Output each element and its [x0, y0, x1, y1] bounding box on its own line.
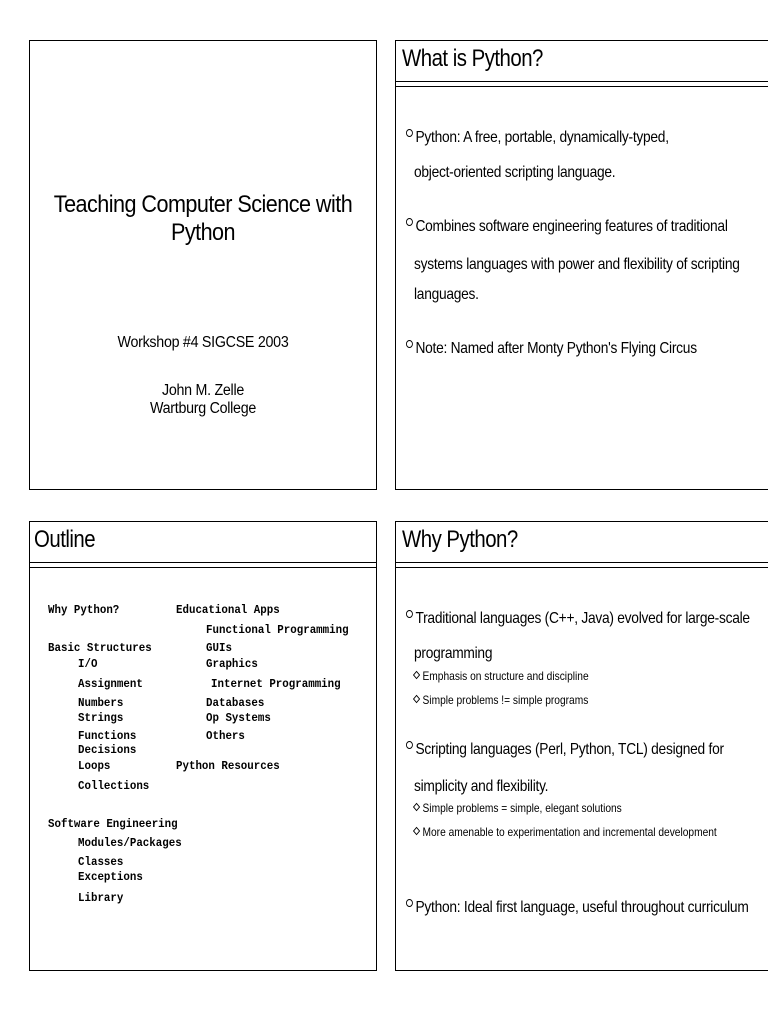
title-rule — [396, 562, 768, 563]
outline-item: Collections — [78, 779, 150, 793]
title-rule — [30, 562, 376, 563]
title-rule-double — [30, 567, 376, 568]
outline-item: Graphics — [206, 657, 258, 671]
bullet-item: Python: A free, portable, dynamically-typed, — [406, 129, 669, 147]
outline-item: Decisions — [78, 743, 137, 757]
bullet-item: Traditional languages (C++, Java) evolved for large-scale — [406, 610, 750, 628]
bullet-continuation: languages. — [414, 286, 479, 303]
author-block — [44, 382, 362, 418]
outline-item: Functional Programming — [206, 623, 349, 637]
slide-title: What is Python? — [402, 45, 543, 72]
bullet-continuation: object-oriented scripting language. — [414, 164, 616, 181]
outline-item: GUIs — [206, 641, 232, 655]
workshop-label: Workshop #4 SIGCSE 2003 — [117, 334, 289, 351]
slide-title: Why Python? — [402, 526, 518, 553]
what-is-python-slide — [395, 40, 768, 490]
title-rule-double — [396, 567, 768, 568]
outline-item: Basic Structures — [48, 641, 152, 655]
outline-item: Classes — [78, 855, 124, 869]
diamond-bullet-icon — [413, 803, 420, 811]
circle-bullet-icon — [406, 218, 413, 226]
outline-item: Databases — [206, 696, 265, 710]
bullet-item: Note: Named after Monty Python's Flying Circus — [406, 340, 697, 358]
slide-title: Outline — [34, 526, 96, 553]
outline-item: Assignment — [78, 677, 143, 691]
sub-bullet-item: Simple problems = simple, elegant solutions — [414, 801, 622, 815]
outline-item: Strings — [78, 711, 124, 725]
outline-item: Op Systems — [206, 711, 271, 725]
outline-item: Library — [78, 891, 124, 905]
circle-bullet-icon — [406, 340, 413, 348]
outline-item: I/O — [78, 657, 98, 671]
why-python-slide — [395, 521, 768, 971]
outline-item: Numbers — [78, 696, 124, 710]
bullet-continuation: programming — [414, 645, 493, 662]
sub-bullet-item: Emphasis on structure and discipline — [414, 669, 589, 683]
college-name: Wartburg College — [149, 400, 257, 417]
diamond-bullet-icon — [413, 827, 420, 835]
bullet-continuation: simplicity and flexibility. — [414, 778, 549, 795]
sub-bullet-item: Simple problems != simple programs — [414, 693, 588, 707]
outline-item: Software Engineering — [48, 817, 178, 831]
sub-bullet-item: More amenable to experimentation and incremental development — [414, 825, 717, 839]
outline-slide — [29, 521, 377, 971]
outline-item: Functions — [78, 729, 137, 743]
outline-item: Educational Apps — [176, 603, 280, 617]
title-slide — [29, 40, 377, 490]
bullet-item: Python: Ideal first language, useful throughout curriculum — [406, 899, 749, 917]
bullet-item: Scripting languages (Perl, Python, TCL) designed for — [406, 741, 724, 759]
circle-bullet-icon — [406, 899, 413, 907]
bullet-item: Combines software engineering features of traditional — [406, 218, 728, 236]
diamond-bullet-icon — [413, 695, 420, 703]
outline-item: Internet Programming — [211, 677, 341, 691]
outline-item: Exceptions — [78, 870, 143, 884]
title-rule-double — [396, 86, 768, 87]
circle-bullet-icon — [406, 129, 413, 137]
author-name: John M. Zelle — [161, 382, 244, 399]
outline-item: Modules/Packages — [78, 836, 182, 850]
outline-item: Others — [206, 729, 245, 743]
circle-bullet-icon — [406, 741, 413, 749]
diamond-bullet-icon — [413, 671, 420, 679]
circle-bullet-icon — [406, 610, 413, 618]
outline-item: Why Python? — [48, 603, 120, 617]
outline-item: Python Resources — [176, 759, 280, 773]
outline-item: Loops — [78, 759, 111, 773]
title-rule — [396, 81, 768, 82]
bullet-continuation: systems languages with power and flexibility of scripting — [414, 256, 740, 273]
presentation-title: Teaching Computer Science with Python — [53, 191, 353, 246]
